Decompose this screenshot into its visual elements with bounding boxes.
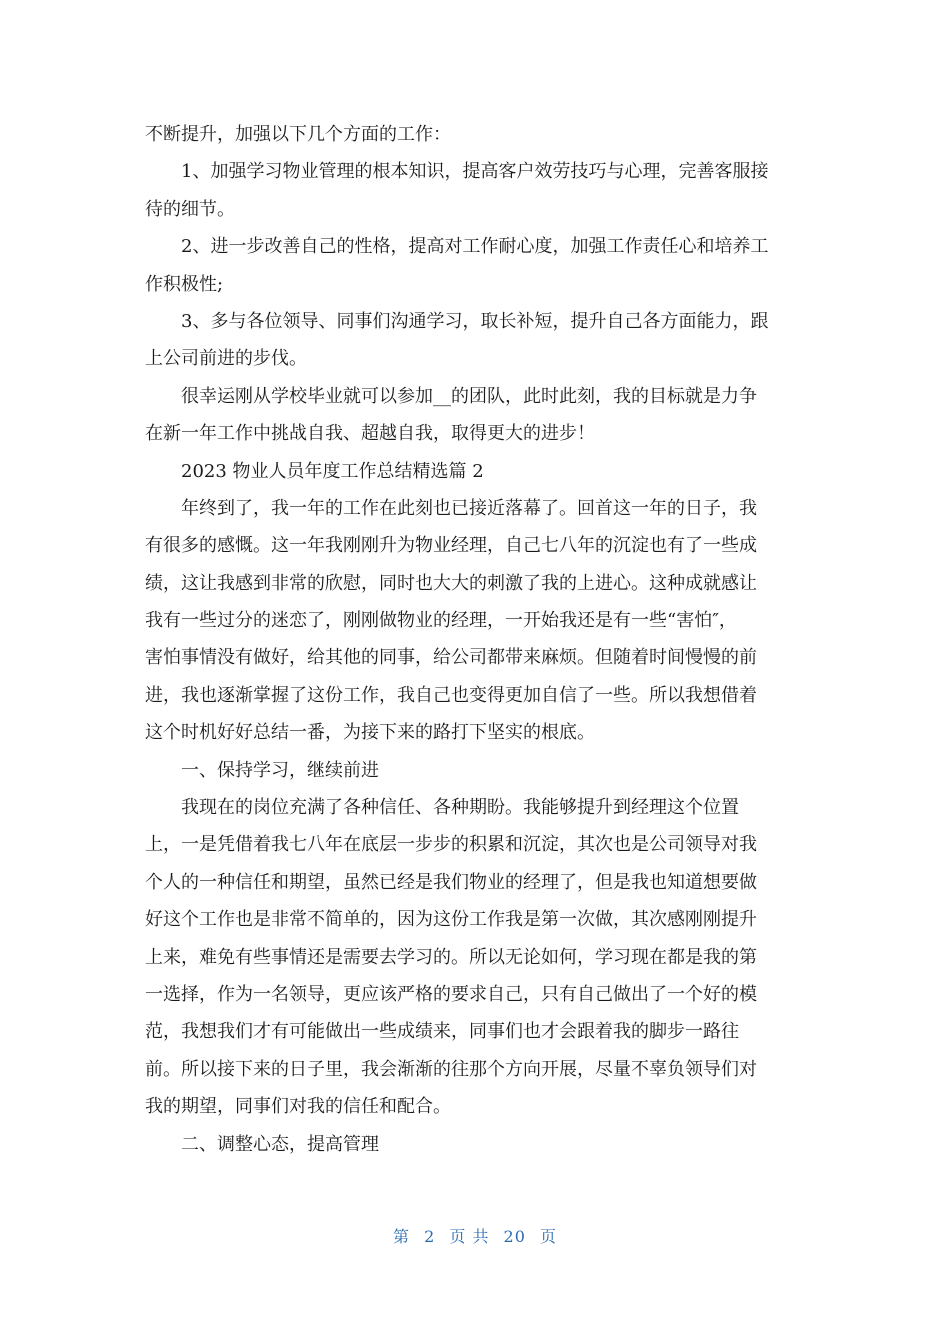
footer-prefix: 第 bbox=[392, 1227, 410, 1246]
text-line: 很幸运刚从学校毕业就可以参加__的团队，此时此刻，我的目标就是力争 bbox=[181, 385, 757, 407]
section-heading: 2023 物业人员年度工作总结精选篇 2 bbox=[181, 460, 484, 482]
subsection-heading: 二、调整心态，提高管理 bbox=[181, 1133, 379, 1155]
text-line: 害怕事情没有做好，给其他的同事，给公司都带来麻烦。但随着时间慢慢的前 bbox=[145, 647, 757, 669]
text-line: 好这个工作也是非常不简单的，因为这份工作我是第一次做，其次感刚刚提升 bbox=[145, 909, 757, 931]
text-line: 在新一年工作中挑战自我、超越自我，取得更大的进步！ bbox=[145, 423, 595, 445]
footer-suffix: 页 bbox=[540, 1227, 558, 1246]
page-footer bbox=[0, 1224, 950, 1247]
text-line: 作积极性; bbox=[145, 273, 224, 295]
text-line: 上公司前进的步伐。 bbox=[145, 348, 307, 370]
text-line: 年终到了，我一年的工作在此刻也已接近落幕了。回首这一年的日子，我 bbox=[181, 497, 757, 519]
text-line: 这个时机好好总结一番，为接下来的路打下坚实的根底。 bbox=[145, 722, 595, 744]
text-line: 3、多与各位领导、同事们沟通学习，取长补短，提升自己各方面能力，跟 bbox=[181, 310, 769, 332]
subsection-heading: 一、保持学习，继续前进 bbox=[181, 759, 379, 781]
text-line: 我的期望，同事们对我的信任和配合。 bbox=[145, 1096, 451, 1118]
footer-total-pages: 20 bbox=[503, 1227, 526, 1246]
text-line: 前。所以接下来的日子里，我会渐渐的往那个方向开展，尽量不辜负领导们对 bbox=[145, 1058, 757, 1080]
document-body bbox=[145, 116, 805, 1163]
text-line: 个人的一种信任和期望，虽然已经是我们物业的经理了，但是我也知道想要做 bbox=[145, 871, 757, 893]
text-line: 2、进一步改善自己的性格，提高对工作耐心度，加强工作责任心和培养工 bbox=[181, 236, 769, 258]
footer-middle: 页 共 bbox=[449, 1227, 490, 1246]
text-line: 我现在的岗位充满了各种信任、各种期盼。我能够提升到经理这个位置 bbox=[181, 797, 739, 819]
text-line: 有很多的感慨。这一年我刚刚升为物业经理，自己七八年的沉淀也有了一些成 bbox=[145, 535, 757, 557]
text-line: 范，我想我们才有可能做出一些成绩来，同事们也才会跟着我的脚步一路往 bbox=[145, 1021, 739, 1043]
text-line: 上来，难免有些事情还是需要去学习的。所以无论如何，学习现在都是我的第 bbox=[145, 946, 757, 968]
text-line: 不断提升，加强以下几个方面的工作： bbox=[145, 124, 451, 145]
text-line: 绩，这让我感到非常的欣慰，同时也大大的刺激了我的上进心。这种成就感让 bbox=[145, 572, 757, 594]
text-line: 上，一是凭借着我七八年在底层一步步的积累和沉淀，其次也是公司领导对我 bbox=[145, 834, 757, 856]
text-line: 进，我也逐渐掌握了这份工作，我自己也变得更加自信了一些。所以我想借着 bbox=[145, 684, 757, 706]
text-line: 待的细节。 bbox=[145, 198, 235, 220]
text-line: 一选择，作为一名领导，更应该严格的要求自己，只有自己做出了一个好的模 bbox=[145, 983, 757, 1005]
text-line: 1、加强学习物业管理的根本知识，提高客户效劳技巧与心理，完善客服接 bbox=[181, 161, 769, 183]
text-line: 我有一些过分的迷恋了，刚刚做物业的经理，一开始我还是有一些“害怕″， bbox=[145, 610, 737, 632]
footer-current-page: 2 bbox=[424, 1227, 436, 1246]
